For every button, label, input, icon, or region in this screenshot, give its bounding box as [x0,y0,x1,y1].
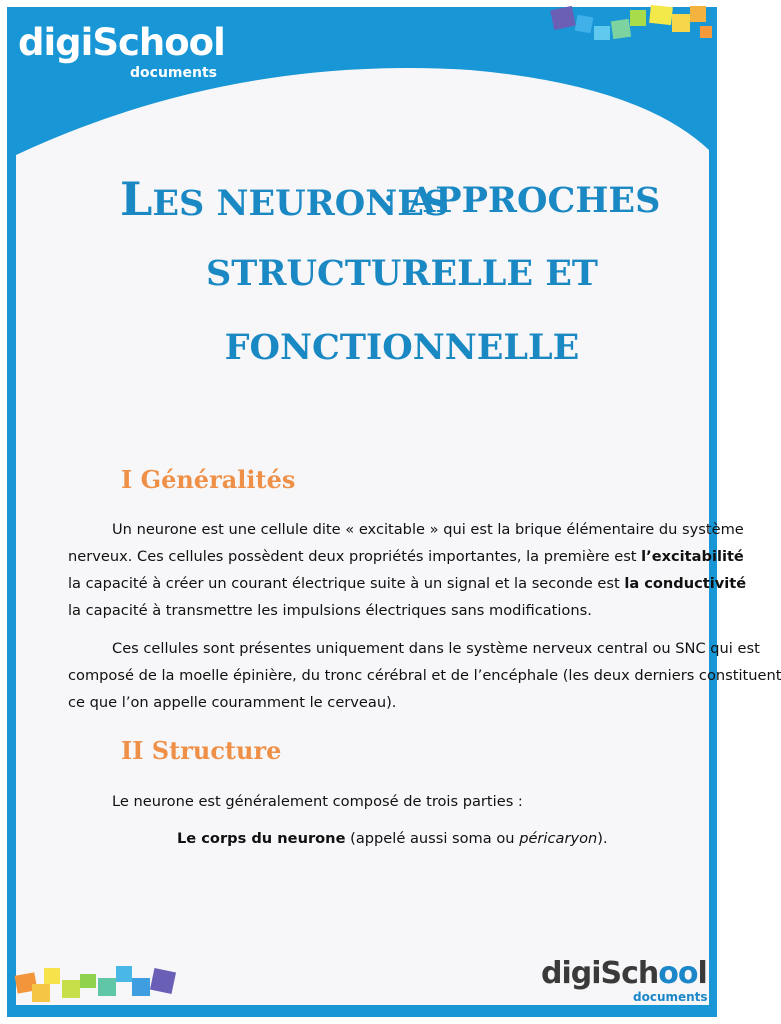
title-line-3: FONCTIONNELLE [224,327,580,368]
section-heading-structure: II Structure [121,736,282,765]
paragraph-2: Ces cellules sont présentes uniquement dans le système nerveux central ou SNC qui est composé de la moelle épinière, du tronc cérébral et de l’encéphale (les deux derniers constituent ce que l’on appelle couramment le cerveau). [68,640,781,711]
decorative-cubes-bottom [14,960,194,1008]
title-line-1: LES NEURONES [120,172,450,226]
structure-intro: Le neurone est généralement composé de trois parties : [112,793,523,810]
title-line-1-overlap: : APPROCHES [383,180,661,221]
logo-subtitle: documents [130,65,217,81]
list-item: Le corps du neurone (appelé aussi soma ou péricaryon). [177,830,608,847]
section-heading-generalites: I Généralités [121,465,296,494]
footer-logo-subtitle: documents [633,990,708,1004]
footer-logo[interactable]: digiSchool documents [541,956,708,1004]
brand-logo[interactable]: digiSchool documents [18,21,225,81]
title-line-2: STRUCTURELLE ET [206,253,598,294]
paragraph-1: Un neurone est une cellule dite « excitable » qui est la brique élémentaire du système nerveux. Ces cellules possèdent deux propriétés importantes, la première est l’excitabilité la capacité à créer un courant électrique suite à un signal et la seconde est la conductivité la capacité à transmettre les impulsions électriques sans modifications. [68,521,747,619]
decorative-cubes-top [550,5,712,40]
